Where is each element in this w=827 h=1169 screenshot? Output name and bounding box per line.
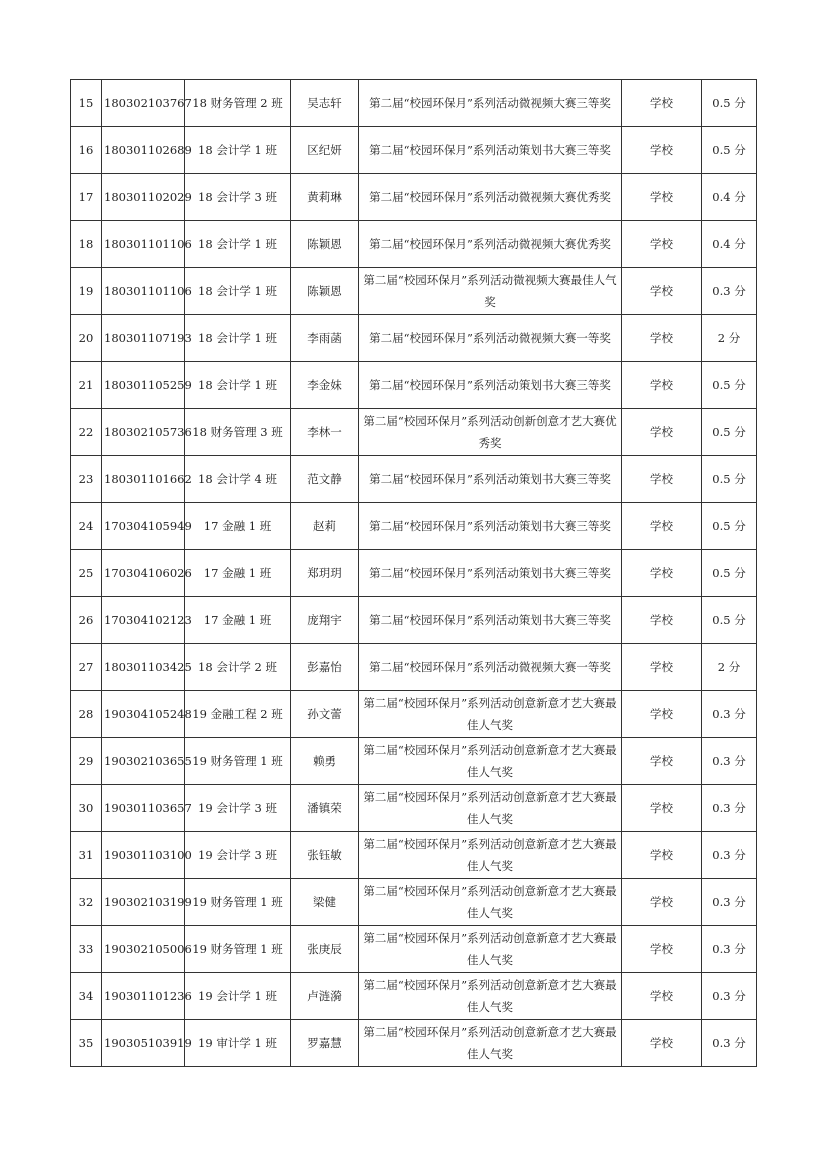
student-id-cell: 190301103100 bbox=[102, 832, 185, 879]
award-level-cell: 学校 bbox=[622, 550, 702, 597]
award-level-cell: 学校 bbox=[622, 268, 702, 315]
score-cell: 0.5 分 bbox=[702, 503, 757, 550]
score-cell: 0.5 分 bbox=[702, 456, 757, 503]
award-name-cell: 第二届“校园环保月”系列活动策划书大赛三等奖 bbox=[359, 362, 622, 409]
row-number-cell: 15 bbox=[71, 80, 102, 127]
student-id-cell: 180302103767 bbox=[102, 80, 185, 127]
row-number-cell: 19 bbox=[71, 268, 102, 315]
class-name-cell: 19 会计学 1 班 bbox=[185, 973, 291, 1020]
student-name-cell: 李雨菡 bbox=[291, 315, 359, 362]
table-row bbox=[71, 879, 757, 926]
table-row bbox=[71, 503, 757, 550]
student-name-cell: 梁健 bbox=[291, 879, 359, 926]
student-id-cell: 170304106026 bbox=[102, 550, 185, 597]
student-id-cell: 180301107193 bbox=[102, 315, 185, 362]
student-name-cell: 李林一 bbox=[291, 409, 359, 456]
class-name-cell: 18 会计学 4 班 bbox=[185, 456, 291, 503]
award-level-cell: 学校 bbox=[622, 127, 702, 174]
row-number-cell: 26 bbox=[71, 597, 102, 644]
student-id-cell: 190305103919 bbox=[102, 1020, 185, 1067]
row-number-cell: 34 bbox=[71, 973, 102, 1020]
student-name-cell: 彭嘉怡 bbox=[291, 644, 359, 691]
award-name-cell: 第二届“校园环保月”系列活动创意新意才艺大赛最佳人气奖 bbox=[359, 879, 622, 926]
student-name-cell: 陈颖恩 bbox=[291, 221, 359, 268]
class-name-cell: 19 财务管理 1 班 bbox=[185, 879, 291, 926]
student-name-cell: 张钰敏 bbox=[291, 832, 359, 879]
student-id-cell: 180302105736 bbox=[102, 409, 185, 456]
table-row bbox=[71, 127, 757, 174]
award-name-cell: 第二届“校园环保月”系列活动创意新意才艺大赛最佳人气奖 bbox=[359, 926, 622, 973]
score-cell: 0.3 分 bbox=[702, 785, 757, 832]
class-name-cell: 19 财务管理 1 班 bbox=[185, 738, 291, 785]
award-name-cell: 第二届“校园环保月”系列活动创新创意才艺大赛优秀奖 bbox=[359, 409, 622, 456]
score-cell: 0.5 分 bbox=[702, 362, 757, 409]
award-level-cell: 学校 bbox=[622, 221, 702, 268]
student-name-cell: 赖勇 bbox=[291, 738, 359, 785]
student-id-cell: 190302103199 bbox=[102, 879, 185, 926]
row-number-cell: 16 bbox=[71, 127, 102, 174]
class-name-cell: 19 金融工程 2 班 bbox=[185, 691, 291, 738]
row-number-cell: 18 bbox=[71, 221, 102, 268]
award-level-cell: 学校 bbox=[622, 973, 702, 1020]
score-cell: 0.4 分 bbox=[702, 174, 757, 221]
award-level-cell: 学校 bbox=[622, 691, 702, 738]
table-row bbox=[71, 362, 757, 409]
award-level-cell: 学校 bbox=[622, 362, 702, 409]
table-row bbox=[71, 926, 757, 973]
student-id-cell: 180301105259 bbox=[102, 362, 185, 409]
class-name-cell: 18 会计学 1 班 bbox=[185, 362, 291, 409]
award-name-cell: 第二届“校园环保月”系列活动策划书大赛三等奖 bbox=[359, 456, 622, 503]
class-name-cell: 17 金融 1 班 bbox=[185, 550, 291, 597]
award-table-body bbox=[71, 80, 757, 1067]
award-level-cell: 学校 bbox=[622, 785, 702, 832]
award-name-cell: 第二届“校园环保月”系列活动创意新意才艺大赛最佳人气奖 bbox=[359, 738, 622, 785]
student-name-cell: 张庚辰 bbox=[291, 926, 359, 973]
class-name-cell: 18 会计学 2 班 bbox=[185, 644, 291, 691]
award-level-cell: 学校 bbox=[622, 315, 702, 362]
table-row bbox=[71, 550, 757, 597]
row-number-cell: 21 bbox=[71, 362, 102, 409]
table-row bbox=[71, 738, 757, 785]
student-name-cell: 范文静 bbox=[291, 456, 359, 503]
student-name-cell: 潘镇荣 bbox=[291, 785, 359, 832]
score-cell: 2 分 bbox=[702, 644, 757, 691]
award-name-cell: 第二届“校园环保月”系列活动微视频大赛一等奖 bbox=[359, 315, 622, 362]
award-level-cell: 学校 bbox=[622, 597, 702, 644]
table-row bbox=[71, 315, 757, 362]
row-number-cell: 22 bbox=[71, 409, 102, 456]
class-name-cell: 18 会计学 1 班 bbox=[185, 221, 291, 268]
award-name-cell: 第二届“校园环保月”系列活动微视频大赛三等奖 bbox=[359, 80, 622, 127]
table-row bbox=[71, 644, 757, 691]
class-name-cell: 18 会计学 1 班 bbox=[185, 315, 291, 362]
student-id-cell: 180301103425 bbox=[102, 644, 185, 691]
award-level-cell: 学校 bbox=[622, 456, 702, 503]
student-name-cell: 卢涟漪 bbox=[291, 973, 359, 1020]
row-number-cell: 20 bbox=[71, 315, 102, 362]
row-number-cell: 33 bbox=[71, 926, 102, 973]
student-id-cell: 180301101662 bbox=[102, 456, 185, 503]
table-row bbox=[71, 268, 757, 315]
row-number-cell: 24 bbox=[71, 503, 102, 550]
student-id-cell: 190301103657 bbox=[102, 785, 185, 832]
row-number-cell: 35 bbox=[71, 1020, 102, 1067]
score-cell: 0.3 分 bbox=[702, 832, 757, 879]
row-number-cell: 29 bbox=[71, 738, 102, 785]
score-cell: 0.4 分 bbox=[702, 221, 757, 268]
student-name-cell: 孙文蕾 bbox=[291, 691, 359, 738]
award-name-cell: 第二届“校园环保月”系列活动创意新意才艺大赛最佳人气奖 bbox=[359, 785, 622, 832]
award-name-cell: 第二届“校园环保月”系列活动微视频大赛一等奖 bbox=[359, 644, 622, 691]
score-cell: 0.5 分 bbox=[702, 127, 757, 174]
award-level-cell: 学校 bbox=[622, 644, 702, 691]
score-cell: 2 分 bbox=[702, 315, 757, 362]
student-name-cell: 黄莉琳 bbox=[291, 174, 359, 221]
score-cell: 0.5 分 bbox=[702, 550, 757, 597]
score-cell: 0.5 分 bbox=[702, 80, 757, 127]
award-level-cell: 学校 bbox=[622, 832, 702, 879]
class-name-cell: 18 会计学 3 班 bbox=[185, 174, 291, 221]
award-level-cell: 学校 bbox=[622, 926, 702, 973]
student-id-cell: 180301102689 bbox=[102, 127, 185, 174]
score-cell: 0.3 分 bbox=[702, 1020, 757, 1067]
class-name-cell: 19 会计学 3 班 bbox=[185, 832, 291, 879]
table-row bbox=[71, 80, 757, 127]
table-row bbox=[71, 973, 757, 1020]
student-id-cell: 190302105006 bbox=[102, 926, 185, 973]
row-number-cell: 17 bbox=[71, 174, 102, 221]
class-name-cell: 19 审计学 1 班 bbox=[185, 1020, 291, 1067]
row-number-cell: 32 bbox=[71, 879, 102, 926]
award-name-cell: 第二届“校园环保月”系列活动策划书大赛三等奖 bbox=[359, 550, 622, 597]
award-level-cell: 学校 bbox=[622, 1020, 702, 1067]
class-name-cell: 17 金融 1 班 bbox=[185, 597, 291, 644]
table-row bbox=[71, 597, 757, 644]
student-name-cell: 李金妹 bbox=[291, 362, 359, 409]
class-name-cell: 18 会计学 1 班 bbox=[185, 127, 291, 174]
score-cell: 0.5 分 bbox=[702, 597, 757, 644]
award-level-cell: 学校 bbox=[622, 503, 702, 550]
table-row bbox=[71, 1020, 757, 1067]
table-row bbox=[71, 691, 757, 738]
score-cell: 0.3 分 bbox=[702, 268, 757, 315]
table-row bbox=[71, 174, 757, 221]
table-row bbox=[71, 785, 757, 832]
award-level-cell: 学校 bbox=[622, 409, 702, 456]
row-number-cell: 27 bbox=[71, 644, 102, 691]
student-id-cell: 180301102029 bbox=[102, 174, 185, 221]
student-id-cell: 170304105949 bbox=[102, 503, 185, 550]
student-name-cell: 赵莉 bbox=[291, 503, 359, 550]
student-id-cell: 190302103655 bbox=[102, 738, 185, 785]
student-id-cell: 190301101236 bbox=[102, 973, 185, 1020]
class-name-cell: 18 会计学 1 班 bbox=[185, 268, 291, 315]
score-cell: 0.3 分 bbox=[702, 879, 757, 926]
score-cell: 0.3 分 bbox=[702, 691, 757, 738]
student-id-cell: 170304102123 bbox=[102, 597, 185, 644]
row-number-cell: 31 bbox=[71, 832, 102, 879]
row-number-cell: 30 bbox=[71, 785, 102, 832]
table-row bbox=[71, 832, 757, 879]
award-name-cell: 第二届“校园环保月”系列活动微视频大赛最佳人气奖 bbox=[359, 268, 622, 315]
class-name-cell: 19 财务管理 1 班 bbox=[185, 926, 291, 973]
award-name-cell: 第二届“校园环保月”系列活动创意新意才艺大赛最佳人气奖 bbox=[359, 691, 622, 738]
class-name-cell: 19 会计学 3 班 bbox=[185, 785, 291, 832]
award-name-cell: 第二届“校园环保月”系列活动创意新意才艺大赛最佳人气奖 bbox=[359, 832, 622, 879]
award-name-cell: 第二届“校园环保月”系列活动策划书大赛三等奖 bbox=[359, 127, 622, 174]
class-name-cell: 18 财务管理 3 班 bbox=[185, 409, 291, 456]
award-level-cell: 学校 bbox=[622, 738, 702, 785]
student-id-cell: 180301101106 bbox=[102, 268, 185, 315]
student-name-cell: 吴志轩 bbox=[291, 80, 359, 127]
award-name-cell: 第二届“校园环保月”系列活动微视频大赛优秀奖 bbox=[359, 221, 622, 268]
award-name-cell: 第二届“校园环保月”系列活动创意新意才艺大赛最佳人气奖 bbox=[359, 973, 622, 1020]
student-id-cell: 190304105248 bbox=[102, 691, 185, 738]
row-number-cell: 25 bbox=[71, 550, 102, 597]
student-name-cell: 区纪妍 bbox=[291, 127, 359, 174]
score-cell: 0.3 分 bbox=[702, 926, 757, 973]
student-name-cell: 郑玥玥 bbox=[291, 550, 359, 597]
award-level-cell: 学校 bbox=[622, 174, 702, 221]
student-name-cell: 庞翔宇 bbox=[291, 597, 359, 644]
student-name-cell: 陈颖恩 bbox=[291, 268, 359, 315]
award-level-cell: 学校 bbox=[622, 80, 702, 127]
class-name-cell: 18 财务管理 2 班 bbox=[185, 80, 291, 127]
award-name-cell: 第二届“校园环保月”系列活动策划书大赛三等奖 bbox=[359, 597, 622, 644]
row-number-cell: 28 bbox=[71, 691, 102, 738]
award-level-cell: 学校 bbox=[622, 879, 702, 926]
table-row bbox=[71, 221, 757, 268]
score-cell: 0.3 分 bbox=[702, 973, 757, 1020]
award-name-cell: 第二届“校园环保月”系列活动策划书大赛三等奖 bbox=[359, 503, 622, 550]
student-name-cell: 罗嘉慧 bbox=[291, 1020, 359, 1067]
row-number-cell: 23 bbox=[71, 456, 102, 503]
table-row bbox=[71, 456, 757, 503]
score-cell: 0.3 分 bbox=[702, 738, 757, 785]
student-id-cell: 180301101106 bbox=[102, 221, 185, 268]
class-name-cell: 17 金融 1 班 bbox=[185, 503, 291, 550]
award-table bbox=[70, 79, 757, 1067]
score-cell: 0.5 分 bbox=[702, 409, 757, 456]
award-name-cell: 第二届“校园环保月”系列活动创意新意才艺大赛最佳人气奖 bbox=[359, 1020, 622, 1067]
table-row bbox=[71, 409, 757, 456]
award-name-cell: 第二届“校园环保月”系列活动微视频大赛优秀奖 bbox=[359, 174, 622, 221]
